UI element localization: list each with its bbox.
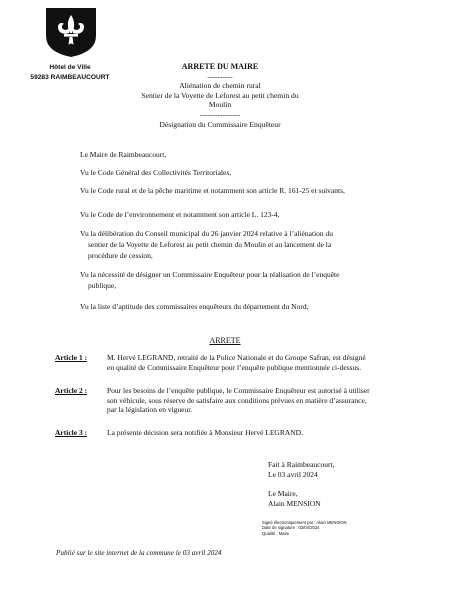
- digital-signature-stamp: [262, 520, 347, 536]
- header-designation: Désignation du Commissaire Enquêteur: [159, 119, 281, 129]
- article-2-label: Article 2 :: [55, 386, 88, 395]
- preamble-line: procédure de cession,: [88, 251, 153, 260]
- publication-note: Publié sur le site internet de la commune le 03 avril 2024: [56, 549, 222, 557]
- preamble-line: Vu le Code Général des Collectivités Territoriales,: [80, 168, 232, 177]
- sender-address: 59283 RAIMBEAUCOURT: [30, 74, 110, 81]
- preamble-line: Le Maire de Raimbeaucourt,: [80, 150, 167, 159]
- signature-place: Fait à Raimbeaucourt,: [268, 460, 335, 469]
- article-1-label: Article 1 :: [55, 353, 88, 362]
- preamble-line: Vu la délibération du Conseil municipal du 26 janvier 2024 relative à l’aliénation du: [80, 229, 334, 238]
- article-line: Pour les besoins de l’enquête publique, le Commissaire Enquêteur est autorisé à utiliser: [107, 386, 370, 395]
- preamble: [80, 0, 410, 600]
- digital-signature-line: Date de signature : 03/04/2024: [262, 525, 320, 531]
- preamble-line: Vu la nécessité de désigner un Commissaire Enquêteur pour la réalisation de l’enquête: [80, 270, 340, 279]
- signature-block: [268, 460, 334, 508]
- preamble-line: Vu le Code rural et de la pêche maritime et notamment son article R. 161-25 et suivants,: [80, 186, 345, 195]
- article-3-text: [107, 428, 407, 438]
- digital-signature-line: Qualité : Maire: [262, 530, 290, 536]
- header-subject: Aliénation de chemin rural: [179, 81, 261, 91]
- signature-role: Le Maire,: [268, 489, 298, 499]
- preamble-line: Vu le Code de l’environnement et notamment son article L. 123-4,: [80, 210, 280, 219]
- preamble-line: Vu la liste d’aptitude des commissaires enquêteurs du département du Nord,: [80, 302, 309, 311]
- article-line: par la législation en vigueur.: [107, 405, 193, 415]
- signature-name: Alain MENSION: [268, 498, 321, 508]
- article-line: La présente décision sera notifiée à Monsieur Hervé LEGRAND.: [107, 428, 303, 437]
- digital-signature-line: Signé électroniquement par : Alain MENSION: [262, 520, 347, 525]
- preamble-line: sentier de la Voyette de Leforest au petit chemin du Moulin et au lancement de la: [88, 240, 332, 249]
- article-1-text: [107, 353, 407, 372]
- decision-title: ARRETE: [209, 336, 241, 345]
- header-separator: ----------: [207, 71, 233, 81]
- sender-name: Hôtel de Ville: [49, 64, 91, 71]
- signature-date: Le 03 avril 2024: [268, 469, 318, 479]
- header-path-name: Sentier de la Voyette de Leforest au petit chemin du Moulin: [141, 90, 299, 110]
- article-line: en qualité de Commissaire Enquêteur pour l’enquête publique mentionnée ci-dessus.: [107, 362, 362, 372]
- preamble-line: publique,: [88, 281, 117, 290]
- article-line: son véhicule, sous réserve de satisfaire aux conditions prévues en matière d’assurance,: [107, 395, 367, 405]
- article-line: M. Hervé LEGRAND, retraité de la Police Nationale et du Groupe Safran, est désigné: [107, 353, 366, 362]
- article-3-label: Article 3 :: [55, 428, 88, 437]
- document-title: ARRETE DU MAIRE: [181, 62, 259, 71]
- article-2-text: [107, 386, 407, 415]
- header-separator: ----------------: [199, 109, 241, 119]
